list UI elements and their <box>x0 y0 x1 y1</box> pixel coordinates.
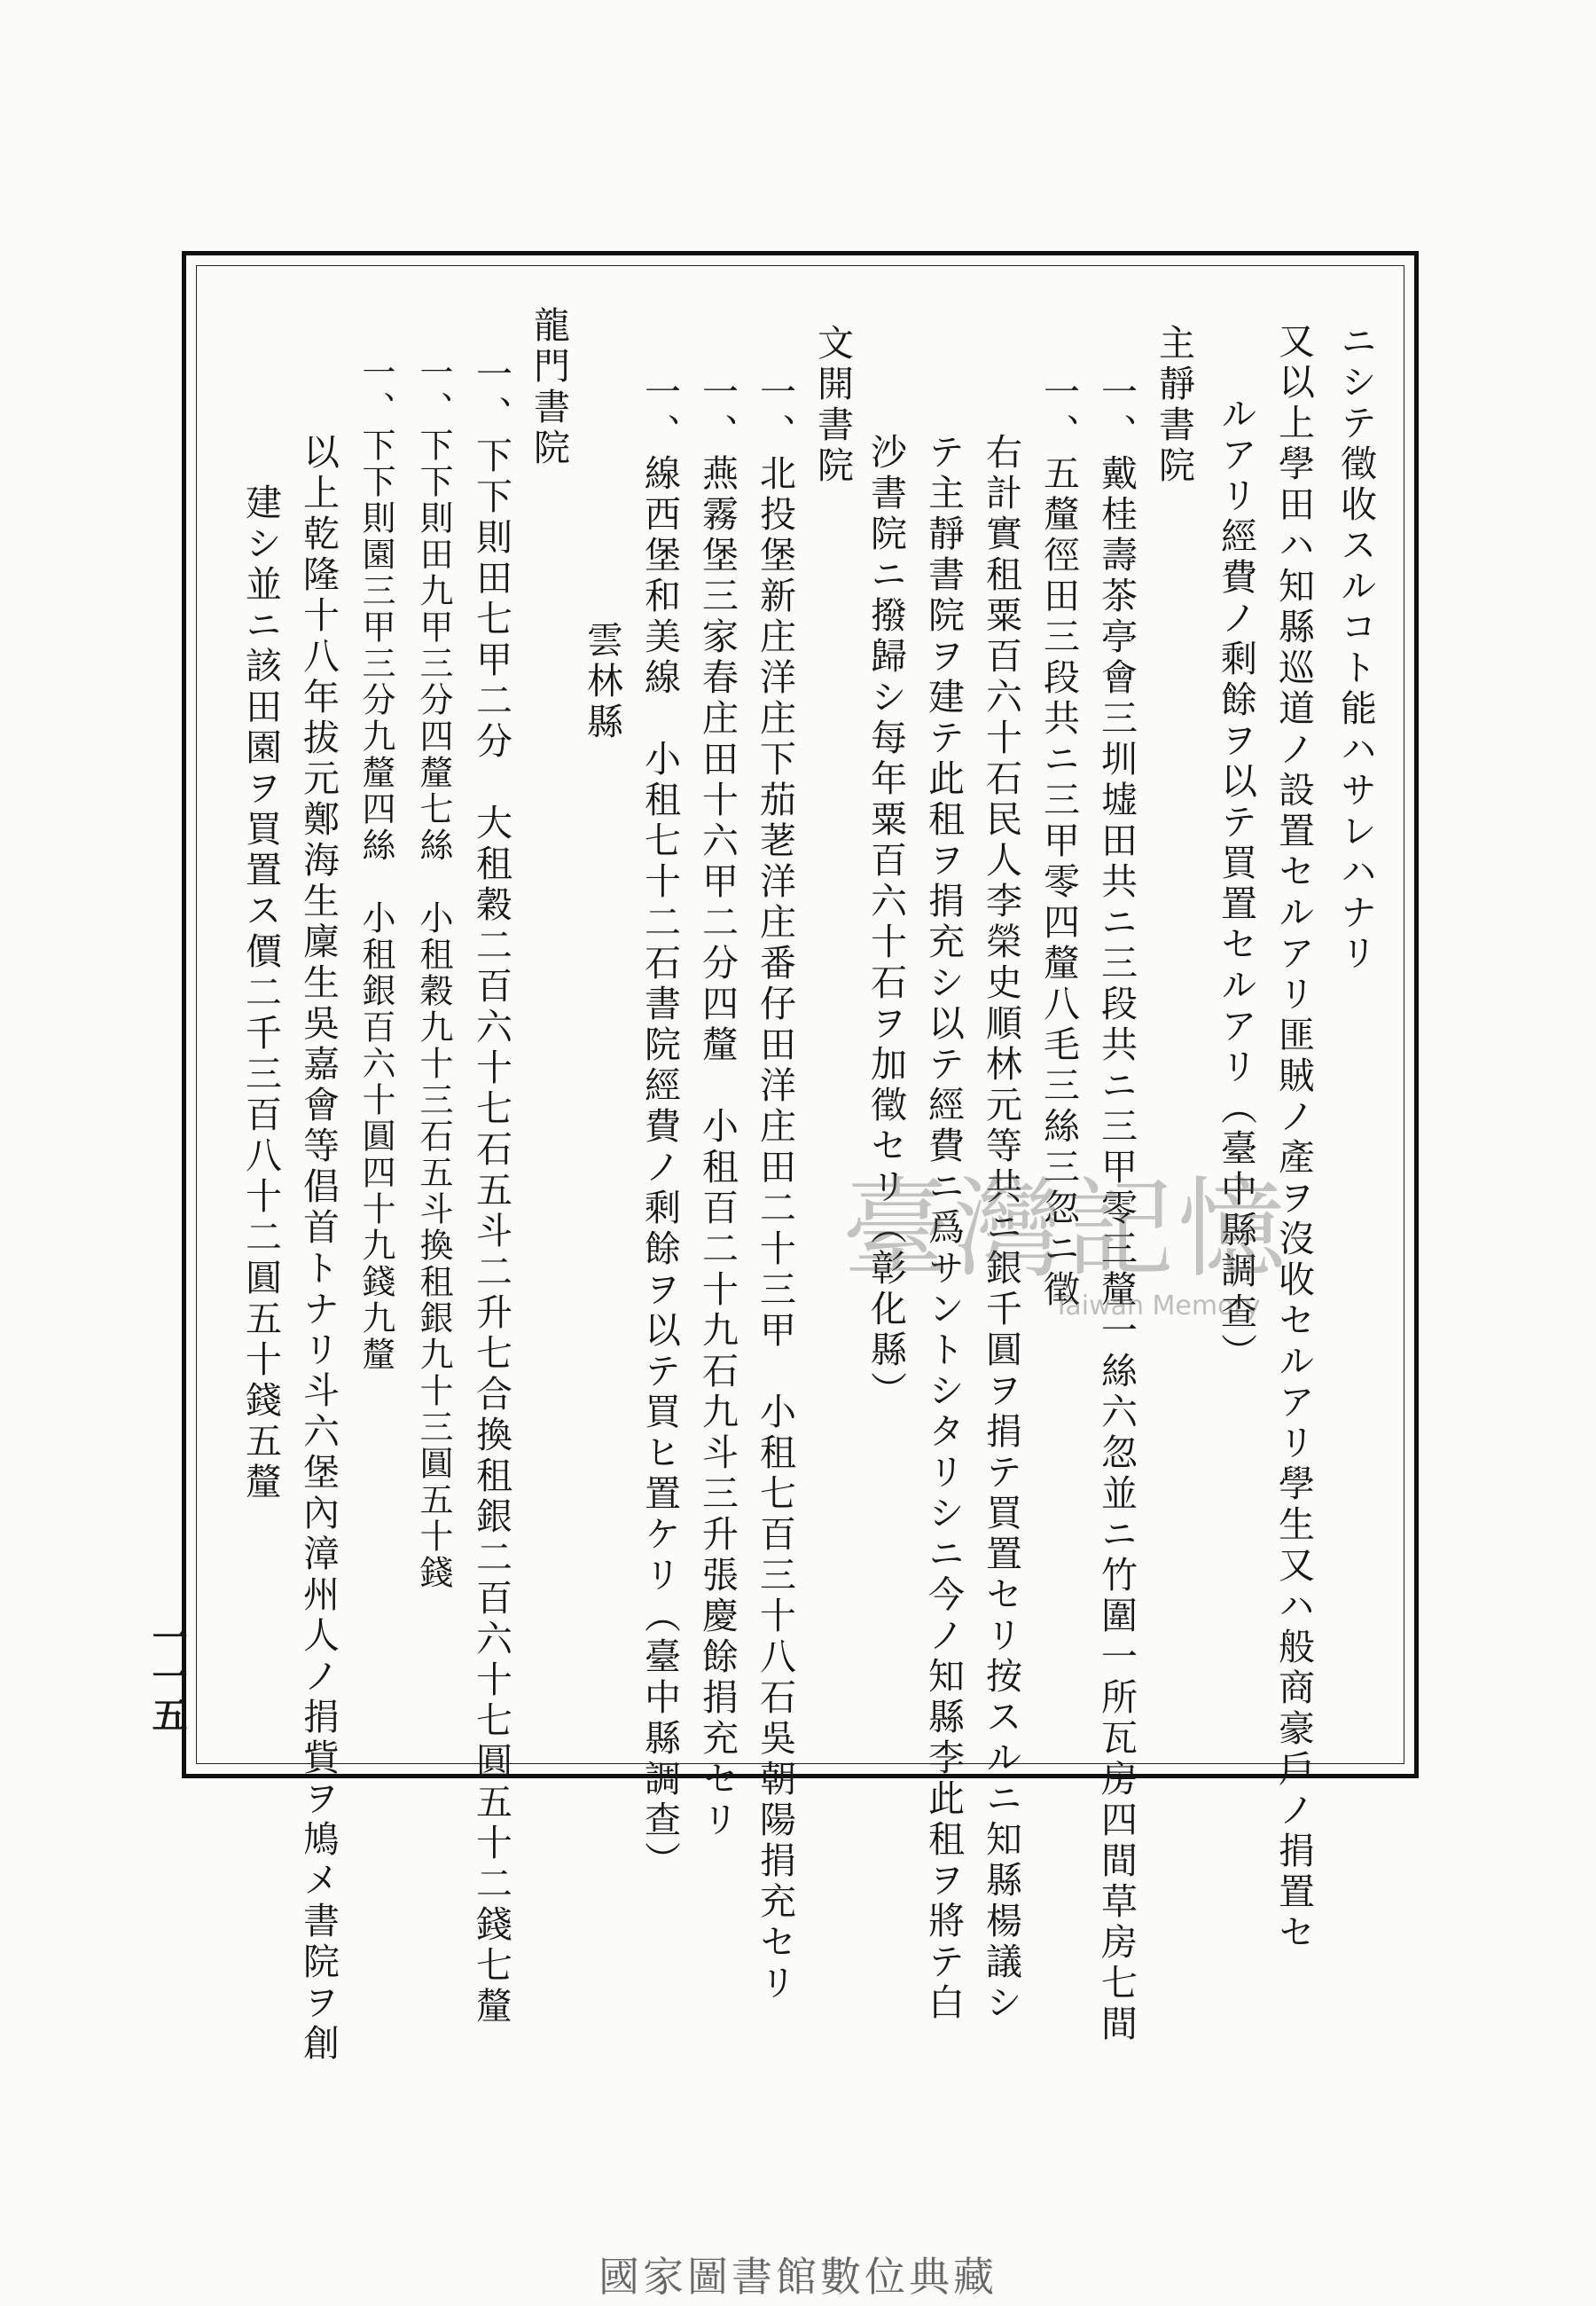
text-column-9: 沙書院ニ撥歸シ每年粟百六十石ヲ加徵セリ（彰化縣） <box>864 433 907 1412</box>
text-column-17: 一、下下則田九甲三分四釐七絲 小租穀九十三石五斗換租銀九十三圓五十錢 <box>414 355 453 1591</box>
text-column-16: 一、下下則田七甲二分 大租穀二百六十七石五斗二升七合換租銀二百六十七圓五十二錢七釐 <box>470 355 512 2028</box>
text-column-12: 一、燕霧堡三家春庄田十六甲二分四釐 小租百二十九石九斗三升張慶餘捐充セリ <box>696 373 739 1841</box>
text-column-13: 一、線西堡和美線 小租七十二石書院經費ノ剩餘ヲ以テ買ヒ置ケリ（臺中縣調查） <box>638 373 681 1882</box>
text-column-7: 右計實租粟百六十石民人李榮史順林元等共ニ銀千圓ヲ捐テ買置セリ按スルニ知縣楊議シ <box>980 433 1022 2024</box>
footer-credit: 國家圖書館數位典藏 <box>598 2253 998 2301</box>
text-column-3: ルアリ經費ノ剩餘ヲ以テ買置セルアリ（臺中縣調查） <box>1215 395 1257 1374</box>
text-column-1: ニシテ徵收スルコト能ハサレハナリ <box>1334 322 1377 975</box>
taiwan-memory-watermark <box>842 1166 1321 1326</box>
text-column-8: テ主靜書院ヲ建テ此租ヲ捐充シ以テ經費ニ爲サントシタリシニ今ノ知縣李此租ヲ將テ白 <box>922 433 965 2024</box>
county-heading-yunlin: 雲林縣 <box>581 621 623 743</box>
text-column-20: 建シ並ニ該田園ヲ買置ス價二千三百八十二圓五十錢五釐 <box>239 483 282 1503</box>
text-column-11: 一、北投堡新庄洋庄下茄荖洋庄番仔田洋庄田二十三甲 小租七百三十八石吳朝陽捐充セリ <box>754 373 796 2004</box>
section-heading-zhujing: 主靜書院 <box>1153 324 1195 487</box>
section-heading-longmen: 龍門書院 <box>528 306 570 469</box>
text-column-2: 又以上學田ハ知縣巡道ノ設置セルアリ匪賊ノ產ヲ沒收セルアリ學生又ハ般商豪戶ノ捐置セ <box>1272 322 1315 1954</box>
text-column-18: 一、下下則園三甲三分九釐四絲 小租銀百六十圓四十九錢九釐 <box>356 355 395 1373</box>
section-heading-wenkai: 文開書院 <box>811 324 854 487</box>
text-column-5: 一、戴桂壽茶亭會三圳墟田共ニ三段共ニ三甲零三釐一絲六忽並ニ竹圍一所瓦房四間草房七間 <box>1095 373 1138 2045</box>
page-number: 一一五 <box>146 1619 188 1736</box>
watermark-chinese: 臺灣記憶 <box>842 1166 1289 1292</box>
text-column-6: 一、五釐徑田三段共ニ三甲零四釐八毛三絲三忽ニ徵 <box>1037 373 1080 1311</box>
text-column-19: 以上乾隆十八年拔元鄭海生廩生吳嘉會等倡首トナリ斗六堡內漳州人ノ捐貲ヲ鳩メ書院ヲ創 <box>297 433 340 2065</box>
watermark-english: Taiwan Memory <box>1053 1290 1261 1322</box>
